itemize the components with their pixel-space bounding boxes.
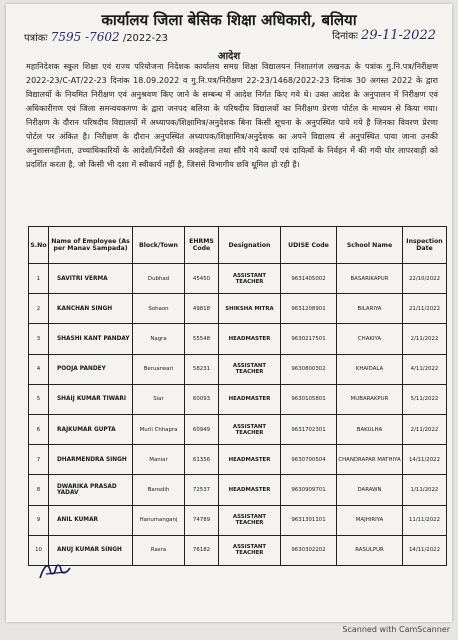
- cell-sno: 7: [29, 445, 49, 475]
- cell-designation: ASSISTANT TEACHER: [219, 535, 281, 565]
- cell-inspection-date: 22/10/2022: [403, 264, 447, 294]
- cell-block-town: Dubhad: [133, 264, 185, 294]
- header-ehrms-code: EHRMS Code: [185, 227, 219, 264]
- cell-block-town: Maniar: [133, 445, 185, 475]
- cell-employee-name: DHARMENDRA SINGH: [49, 445, 133, 475]
- cell-sno: 3: [29, 324, 49, 354]
- office-title: कार्यालय जिला बेसिक शिक्षा अधिकारी, बलिया: [101, 11, 357, 29]
- cell-designation: HEADMASTER: [219, 445, 281, 475]
- cell-inspection-date: 2/11/2022: [403, 324, 447, 354]
- cell-block-town: Siar: [133, 384, 185, 414]
- cell-designation: HEADMASTER: [219, 475, 281, 505]
- cell-ehrms-code: 58231: [185, 354, 219, 384]
- cell-sno: 6: [29, 414, 49, 444]
- cell-sno: 5: [29, 384, 49, 414]
- cell-ehrms-code: 76182: [185, 535, 219, 565]
- reference-number: 7595 -7602: [50, 30, 120, 44]
- cell-school-name: CHAKIYA: [337, 324, 403, 354]
- table-header-row: [29, 227, 447, 264]
- cell-employee-name: SHAIJ KUMAR TIWARI: [49, 384, 133, 414]
- cell-inspection-date: 1/11/2022: [403, 475, 447, 505]
- date-line: [332, 28, 436, 43]
- cell-inspection-date: 4/11/2022: [403, 354, 447, 384]
- cell-udise-code: 9630217501: [281, 324, 337, 354]
- cell-udise-code: 9630909701: [281, 475, 337, 505]
- cell-ehrms-code: 72537: [185, 475, 219, 505]
- cell-school-name: BILARIYA: [337, 294, 403, 324]
- cell-employee-name: SHASHI KANT PANDAY: [49, 324, 133, 354]
- cell-inspection-date: 5/11/2022: [403, 384, 447, 414]
- cell-udise-code: 9630700504: [281, 445, 337, 475]
- cell-ehrms-code: 60093: [185, 384, 219, 414]
- cell-ehrms-code: 74789: [185, 505, 219, 535]
- cell-ehrms-code: 55548: [185, 324, 219, 354]
- cell-udise-code: 9631208901: [281, 294, 337, 324]
- header-employee-name: Name of Employee (As per Manav Sampada): [49, 227, 133, 264]
- cell-designation: ASSISTANT TEACHER: [219, 354, 281, 384]
- cell-school-name: DARAWN: [337, 475, 403, 505]
- header-sno: S.No: [29, 227, 49, 264]
- cell-block-town: Beruarwari: [133, 354, 185, 384]
- cell-employee-name: SAVITRI VERMA: [49, 264, 133, 294]
- cell-ehrms-code: 60949: [185, 414, 219, 444]
- header-inspection-date: Inspection Date: [403, 227, 447, 264]
- table-row: [29, 294, 447, 324]
- table-row: [29, 324, 447, 354]
- cell-ehrms-code: 49818: [185, 294, 219, 324]
- cell-udise-code: 9630105801: [281, 384, 337, 414]
- cell-block-town: Rasra: [133, 535, 185, 565]
- reference-prefix: पत्रांकः: [24, 33, 48, 44]
- header-udise-code: UDISE Code: [281, 227, 337, 264]
- cell-block-town: Bansdih: [133, 475, 185, 505]
- cell-employee-name: RAJKUMAR GUPTA: [49, 414, 133, 444]
- cell-sno: 9: [29, 505, 49, 535]
- cell-school-name: MUBARAKPUR: [337, 384, 403, 414]
- cell-school-name: CHANDRAPAR MATHIYA: [337, 445, 403, 475]
- cell-sno: 8: [29, 475, 49, 505]
- cell-inspection-date: 14/11/2022: [403, 535, 447, 565]
- cell-designation: ASSISTANT TEACHER: [219, 414, 281, 444]
- cell-block-town: Sohaon: [133, 294, 185, 324]
- cell-designation: HEADMASTER: [219, 384, 281, 414]
- signature-mark: [36, 556, 76, 584]
- cell-udise-code: 9630302202: [281, 535, 337, 565]
- table-row: [29, 445, 447, 475]
- table-row: [29, 354, 447, 384]
- document-page: [6, 4, 452, 622]
- absentee-table: [28, 226, 447, 566]
- cell-block-town: Murli Chhapra: [133, 414, 185, 444]
- cell-sno: 2: [29, 294, 49, 324]
- cell-designation: ASSISTANT TEACHER: [219, 264, 281, 294]
- cell-udise-code: 9631405002: [281, 264, 337, 294]
- cell-employee-name: DWARIKA PRASAD YADAV: [49, 475, 133, 505]
- cell-designation: SHIKSHA MITRA: [219, 294, 281, 324]
- cell-school-name: MAJHIRIYA: [337, 505, 403, 535]
- header-school-name: School Name: [337, 227, 403, 264]
- cell-udise-code: 9631301101: [281, 505, 337, 535]
- cell-school-name: BAKULHA: [337, 414, 403, 444]
- cell-inspection-date: 11/11/2022: [403, 505, 447, 535]
- header-block-town: Block/Town: [133, 227, 185, 264]
- cell-school-name: BASARIKAPUR: [337, 264, 403, 294]
- order-heading: आदेश: [217, 51, 241, 62]
- header-designation: Designation: [219, 227, 281, 264]
- table-row: [29, 264, 447, 294]
- cell-block-town: Nagra: [133, 324, 185, 354]
- date-value: 29-11-2022: [361, 28, 436, 43]
- cell-school-name: RASULPUR: [337, 535, 403, 565]
- cell-employee-name: KANCHAN SINGH: [49, 294, 133, 324]
- reference-year: /2022-23: [122, 33, 168, 44]
- cell-designation: HEADMASTER: [219, 324, 281, 354]
- cell-udise-code: 9631702301: [281, 414, 337, 444]
- cell-employee-name: ANIL KUMAR: [49, 505, 133, 535]
- cell-ehrms-code: 61356: [185, 445, 219, 475]
- cell-employee-name: ANUJ KUMAR SINGH: [49, 535, 133, 565]
- table-row: [29, 384, 447, 414]
- cell-ehrms-code: 45450: [185, 264, 219, 294]
- cell-sno: 4: [29, 354, 49, 384]
- table-row: [29, 414, 447, 444]
- cell-udise-code: 9630800302: [281, 354, 337, 384]
- scanner-watermark: Scanned with CamScanner: [342, 625, 450, 634]
- table-row: [29, 475, 447, 505]
- cell-inspection-date: 14/11/2022: [403, 445, 447, 475]
- date-prefix: दिनांकः: [332, 31, 358, 42]
- table-row: [29, 535, 447, 565]
- cell-designation: ASSISTANT TEACHER: [219, 505, 281, 535]
- cell-employee-name: POOJA PANDEY: [49, 354, 133, 384]
- cell-school-name: KHAIDALA: [337, 354, 403, 384]
- table-row: [29, 505, 447, 535]
- cell-inspection-date: 2/11/2022: [403, 414, 447, 444]
- cell-block-town: Hanumanganj: [133, 505, 185, 535]
- order-body-text: महानिदेशक स्कूल शिक्षा एवं राज्य परियोजना निदेशक कार्यालय समग्र शिक्षा विद्यालयन निशातगंज लखनऊ के पत्रांक गु.नि.पत्र/निरीक्षण 2022-23/C-AT/22-23 दिनांक 18.09.2022 व गु.नि.पत्र/निरीक्षण 22-23/1468/2022-23 दिनांक 30 अगस्त 2022 के द्वारा विद्यालयों के नियमित निरीक्षण एवं अनुश्रवण किए जाने के सम्बन्ध में आदेश निर्गत किए गये थे। उक्त आदेश के अनुपालन में निरीक्षण एवं अधिकारीगण एवं जिला समन्वयकगण के द्वारा जनपद बलिया के परिषदीय विद्यालयों का निरीक्षण प्रेरणा पोर्टल के माध्यम से किया गया। निरीक्षण के दौरान परिषदीय विद्यालयों में अध्यापक/शिक्षामित्र/अनुदेशक बिना किसी सूचना के अनुपस्थित पाये गये है जिनका विवरण प्रेरणा पोर्टल पर अंकित है। निरीक्षण के दौरान अनुपस्थित अध्यापक/शिक्षामित्र/अनुदेशक का अपने विद्यालय से अनुपस्थित पाया जाना उनकी अनुशासनहीनता, उच्चाधिकारियों के आदेशों/निर्देशों की अवहेलना तथा सौंपे गये कार्यों एवं दायित्वों के निर्वहन में की गयी घोर लापरवाही को प्रदर्शित करता है, जो किसी भी दशा में स्वीकार्य नहीं है, जिससे विभागीय छवि धूमिल हो रही है।: [26, 62, 438, 169]
- cell-sno: 1: [29, 264, 49, 294]
- reference-line: [24, 30, 168, 44]
- cell-inspection-date: 21/11/2022: [403, 294, 447, 324]
- cell-sno: 10: [29, 535, 49, 565]
